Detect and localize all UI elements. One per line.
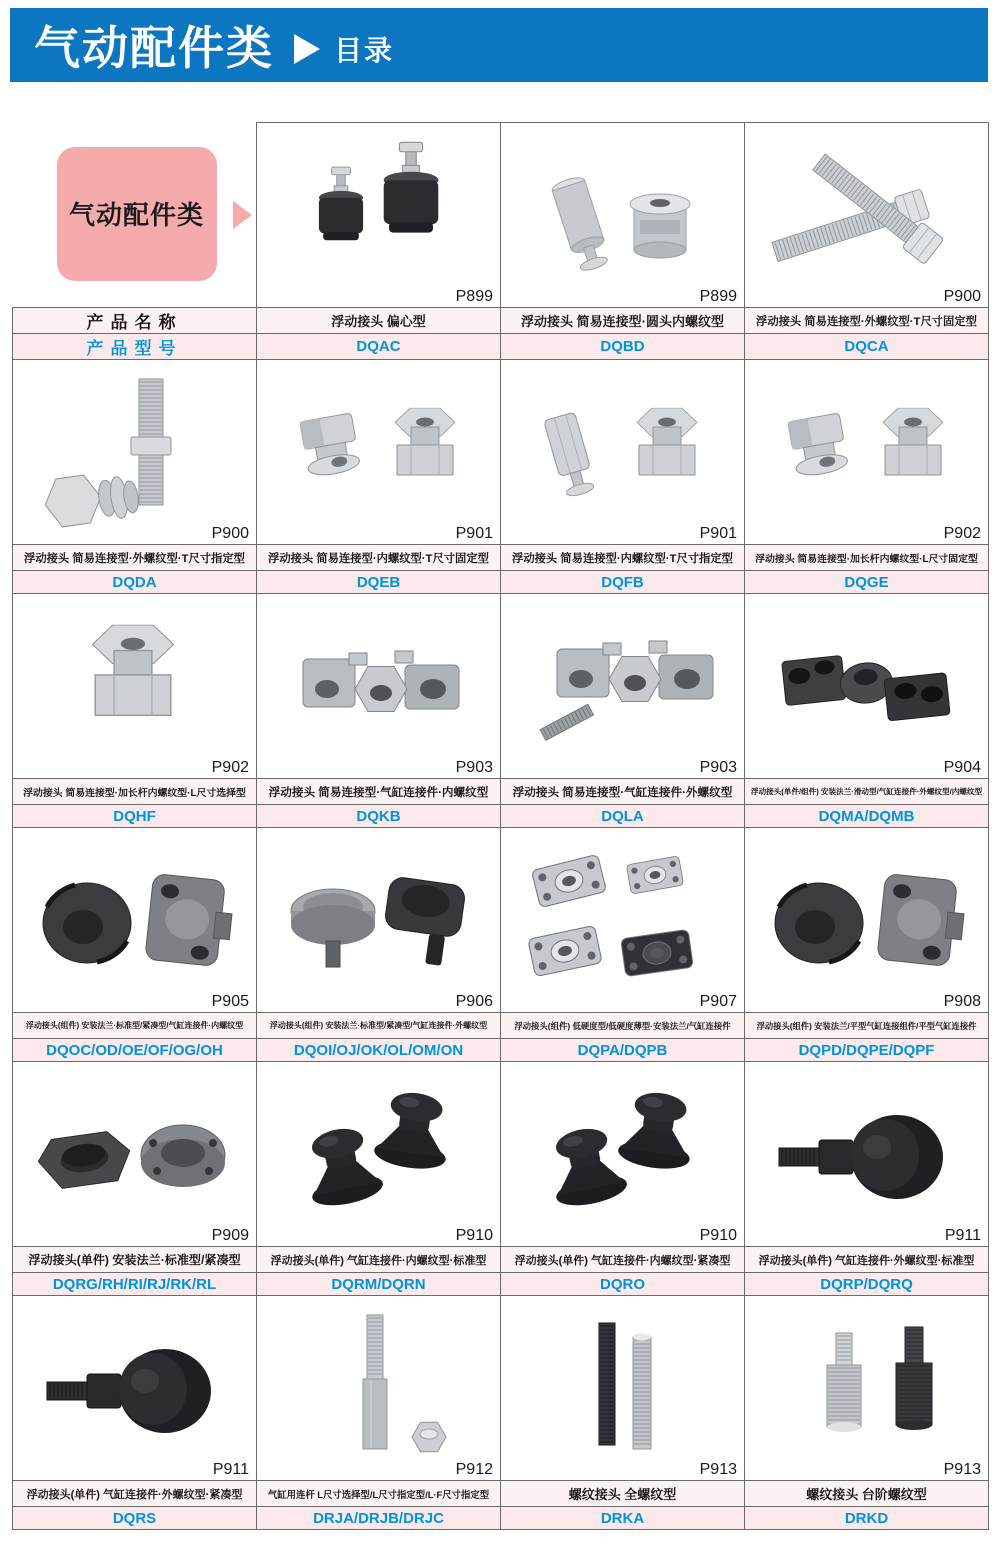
stud-knob-photo xyxy=(17,1303,253,1473)
plate-set-photo xyxy=(505,835,741,1005)
page-number: P899 xyxy=(455,288,493,305)
hex-stepped-joint-photo xyxy=(17,601,253,771)
page-number: P900 xyxy=(211,525,249,542)
block-connector-screw-photo xyxy=(505,601,741,771)
hex-joint-pair-photo xyxy=(261,367,497,537)
page-number: P906 xyxy=(455,993,493,1010)
hex-cylinder-nut-photo xyxy=(505,367,741,537)
product-name: 浮动接头(组件) 安装法兰/平型气缸连接组件/平型气缸连接件 xyxy=(745,1013,989,1039)
page-number: P908 xyxy=(943,993,981,1010)
threaded-rod-pair-photo xyxy=(505,1303,741,1473)
stepped-stud-pair-photo xyxy=(749,1303,985,1473)
product-image-cell[interactable] xyxy=(257,123,501,308)
product-name: 浮动接头 简易连接型·内螺纹型·T尺寸指定型 xyxy=(501,545,745,571)
page-number: P910 xyxy=(699,1227,737,1244)
product-image-cell[interactable] xyxy=(745,1296,989,1481)
cylinder-round-nut-photo xyxy=(505,130,741,300)
product-model[interactable]: DQCA xyxy=(745,334,989,360)
page-number: P907 xyxy=(699,993,737,1010)
product-name: 浮动接头(组件) 低硬度型/低硬度薄型·安装法兰/气缸连接件 xyxy=(501,1013,745,1039)
product-model[interactable]: DQOI/OJ/OK/OL/OM/ON xyxy=(257,1039,501,1062)
product-model[interactable]: DQPA/DQPB xyxy=(501,1039,745,1062)
banner-title: 气动配件类 xyxy=(34,22,274,74)
product-image-cell[interactable] xyxy=(501,1062,745,1247)
product-model[interactable]: DQRG/RH/RI/RJ/RK/RL xyxy=(13,1273,257,1296)
product-image-cell[interactable] xyxy=(745,1062,989,1247)
product-model[interactable]: DQGE xyxy=(745,571,989,594)
product-image-cell[interactable] xyxy=(745,594,989,779)
product-model[interactable]: DQRO xyxy=(501,1273,745,1296)
page-number: P902 xyxy=(943,525,981,542)
rod-with-nut-photo xyxy=(261,1303,497,1473)
product-name: 浮动接头(单件) 气缸连接件·内螺纹型·紧凑型 xyxy=(501,1247,745,1273)
product-image-cell[interactable] xyxy=(13,1062,257,1247)
product-image-cell[interactable] xyxy=(501,828,745,1013)
product-image-cell[interactable] xyxy=(745,828,989,1013)
product-image-cell[interactable] xyxy=(13,594,257,779)
product-name: 螺纹接头 台阶螺纹型 xyxy=(745,1481,989,1507)
product-model[interactable]: DQEB xyxy=(257,571,501,594)
product-name: 浮动接头(单件) 气缸连接件·外螺纹型·标准型 xyxy=(745,1247,989,1273)
product-image-cell[interactable] xyxy=(745,360,989,545)
product-name: 气缸用连杆 L尺寸选择型/L尺寸指定型/L·F尺寸指定型 xyxy=(257,1481,501,1507)
product-model[interactable]: DQPD/DQPE/DQPF xyxy=(745,1039,989,1062)
product-name: 浮动接头(组件) 安装法兰·标准型/紧凑型/气缸连接件·外螺纹型 xyxy=(257,1013,501,1039)
product-model[interactable]: DQRM/DQRN xyxy=(257,1273,501,1296)
page-number: P900 xyxy=(943,288,981,305)
page-number: P913 xyxy=(943,1461,981,1478)
product-model[interactable]: DQBD xyxy=(501,334,745,360)
category-cell xyxy=(13,123,257,308)
product-name: 浮动接头 简易连接型·圆头内螺纹型 xyxy=(501,308,745,334)
product-name: 浮动接头 简易连接型·气缸连接件·内螺纹型 xyxy=(257,779,501,805)
column-header-product-model: 产品型号 xyxy=(13,334,257,360)
product-model[interactable]: DRKD xyxy=(745,1507,989,1530)
product-image-cell[interactable] xyxy=(257,594,501,779)
category-label-box xyxy=(57,147,217,281)
product-model[interactable]: DRJA/DRJB/DRJC xyxy=(257,1507,501,1530)
black-knob-joints-photo xyxy=(261,130,497,300)
product-name: 浮动接头(单件) 安装法兰·标准型/紧凑型 xyxy=(13,1247,257,1273)
product-name: 浮动接头 简易连接型·加长杆内螺纹型·L尺寸选择型 xyxy=(13,779,257,805)
banner-subtitle: 目录 xyxy=(334,35,395,66)
page-number: P909 xyxy=(211,1227,249,1244)
product-model[interactable]: DQAC xyxy=(257,334,501,360)
product-image-cell[interactable] xyxy=(257,360,501,545)
crossed-hex-bolts-photo xyxy=(749,130,985,300)
block-connector-photo xyxy=(261,601,497,771)
product-name: 浮动接头 简易连接型·气缸连接件·外螺纹型 xyxy=(501,779,745,805)
product-model[interactable]: DQHF xyxy=(13,805,257,828)
product-model[interactable]: DQRS xyxy=(13,1507,257,1530)
dark-block-pair-photo xyxy=(749,601,985,771)
category-label: 气动配件类 xyxy=(68,200,204,230)
page-number: P911 xyxy=(212,1461,249,1478)
product-image-cell[interactable] xyxy=(257,1296,501,1481)
hex-joint-pair-photo xyxy=(749,367,985,537)
product-name: 螺纹接头 全螺纹型 xyxy=(501,1481,745,1507)
product-model[interactable]: DRKA xyxy=(501,1507,745,1530)
flange-stem-pair-photo xyxy=(261,835,497,1005)
mushroom-knob-pair-photo xyxy=(261,1069,497,1239)
page-number: P910 xyxy=(455,1227,493,1244)
product-image-cell[interactable] xyxy=(745,123,989,308)
page-number: P904 xyxy=(943,759,981,776)
mushroom-knob-pair-photo xyxy=(505,1069,741,1239)
product-name: 浮动接头(单件/组件) 安装法兰·滑动型/气缸连接件·外螺纹型/内螺纹型 xyxy=(745,779,989,805)
product-name: 浮动接头 简易连接型·外螺纹型·T尺寸指定型 xyxy=(13,545,257,571)
page-number: P903 xyxy=(455,759,493,776)
product-model[interactable]: DQKB xyxy=(257,805,501,828)
page-number: P901 xyxy=(455,525,493,542)
product-model[interactable]: DQOC/OD/OE/OF/OG/OH xyxy=(13,1039,257,1062)
product-image-cell[interactable] xyxy=(13,360,257,545)
product-name: 浮动接头 偏心型 xyxy=(257,308,501,334)
bolt-nut-assembly-photo xyxy=(17,367,253,537)
product-image-cell[interactable] xyxy=(13,828,257,1013)
page-number: P903 xyxy=(699,759,737,776)
product-model[interactable]: DQDA xyxy=(13,571,257,594)
product-image-cell[interactable] xyxy=(501,123,745,308)
product-name: 浮动接头(组件) 安装法兰·标准型/紧凑型/气缸连接件·内螺纹型 xyxy=(13,1013,257,1039)
product-image-cell[interactable] xyxy=(501,594,745,779)
page-number: P905 xyxy=(211,993,249,1010)
page-number: P899 xyxy=(699,288,737,305)
page-number: P902 xyxy=(211,759,249,776)
product-image-cell[interactable] xyxy=(501,1296,745,1481)
page-number: P912 xyxy=(455,1461,493,1478)
product-name: 浮动接头 简易连接型·加长杆内螺纹型·L尺寸固定型 xyxy=(745,545,989,571)
product-name: 浮动接头 简易连接型·内螺纹型·T尺寸固定型 xyxy=(257,545,501,571)
banner-arrow-icon xyxy=(294,34,320,64)
product-name: 浮动接头 简易连接型·外螺纹型·T尺寸固定型 xyxy=(745,308,989,334)
product-model[interactable]: DQFB xyxy=(501,571,745,594)
product-model[interactable]: DQRP/DQRQ xyxy=(745,1273,989,1296)
product-image-cell[interactable] xyxy=(257,1062,501,1247)
page-number: P901 xyxy=(699,525,737,542)
product-name: 浮动接头(单件) 气缸连接件·外螺纹型·紧凑型 xyxy=(13,1481,257,1507)
oval-flange-pair-photo xyxy=(17,1069,253,1239)
flange-pair-photo xyxy=(749,835,985,1005)
product-image-cell[interactable] xyxy=(257,828,501,1013)
catalog-table xyxy=(12,122,989,1530)
product-model[interactable]: DQMA/DQMB xyxy=(745,805,989,828)
product-name: 浮动接头(单件) 气缸连接件·内螺纹型·标准型 xyxy=(257,1247,501,1273)
stud-knob-photo xyxy=(749,1069,985,1239)
flange-pair-photo xyxy=(17,835,253,1005)
page-number: P911 xyxy=(944,1227,981,1244)
page-number: P913 xyxy=(699,1461,737,1478)
category-arrow-icon xyxy=(233,201,252,229)
product-image-cell[interactable] xyxy=(501,360,745,545)
column-header-product-name: 产品名称 xyxy=(13,308,257,334)
page-banner xyxy=(10,8,988,82)
product-image-cell[interactable] xyxy=(13,1296,257,1481)
product-model[interactable]: DQLA xyxy=(501,805,745,828)
